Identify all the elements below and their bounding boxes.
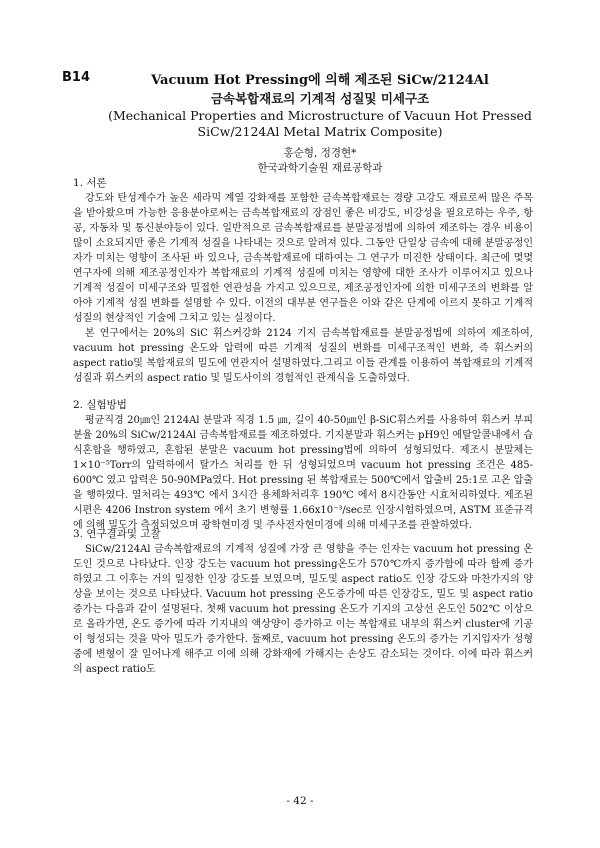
- title-korean-line-2: 금속복합재료의 기계적 성질및 미세구조: [210, 91, 430, 106]
- title-korean-line-1: Vacuum Hot Pressing에 의해 제조된 SiCw/2124Al: [151, 73, 489, 88]
- paragraph: SiCw/2124Al 금속복합재료의 기계적 성질에 가장 큰 영향을 주는 인자는 vacuum hot pressing 온도인 것으로 나타났다. 인장 강도는 vacuum hot pressing온도가 570℃까지 증가함에 따라 함께 증가하였고 그 이후는 거의 일정한 인장 강도를 보였으며, 밀도및 aspect ratio도 인장 강도와 마찬가지의 양상을 보이는 것으로 나타났다. Vacuum hot pressing 온도증가에 따른 인장강도, 밀도 및 aspect ratio 증가는 다음과 같이 설명된다. 첫째 vacuum hot pressing 온도가 기지의 고상선 온도인 502℃ 이상으로 올라가면, 온도 증가에 따라 기지내의 액상양이 증가하고 이는 복합재료 내부의 휘스커 cluster에 기공이 형성되는 것을 막아 밀도가 증가한다. 둘째로, vacuum hot pressing 온도의 증가는 기지입자가 성형중에 변형이 잘 일어나게 해주고 이에 의해 강화재에 가해지는 손상도 감소되는 것이다. 이에 따라 휘스커의 aspect ratio도: [73, 544, 533, 675]
- title-english-line-2: SiCw/2124Al Metal Matrix Composite): [197, 124, 443, 139]
- authors: 홍순형, 정경현*: [283, 147, 357, 159]
- page-number: - 42 -: [286, 795, 314, 807]
- section-results: [73, 527, 533, 677]
- paragraph: 평균직경 20㎛인 2124Al 분말과 직경 1.5 ㎛, 길이 40-50㎛인 β-SiC휘스커를 사용하여 휘스커 부피분율 20%의 SiCw/2124Al 금속복합재료를 제조하였다. 기지분말과 휘스커는 pH9인 에탈알콜내에서 습식혼합을 행하였고, 혼합된 분말은 vacuum hot pressing법에 의하여 성형되었다. 제조시 분말체는 1×10⁻⁵Torr의 압력하에서 탈가스 처리를 한 뒤 성형되었으며 vacuum hot pressing 조건은 485-600℃ 였고 압력은 50-90MPa였다. Hot pressing 된 복합재료는 500℃에서 압출비 25:1로 고온 압출을 행하였다. 열처리는 493℃ 에서 3시간 용체화처리후 190℃ 에서 8시간동안 시효처리하였다. 제조된 시편은 4206 Instron system 에서 초기 변형률 1.66x10⁻³/sec로 인장시험하였으며, ASTM 표준규격에 의해 밀도가 측정되었으며 광학현미경 및 주사전자현미경에 의해 미세구조를 관찰하였다.: [73, 415, 533, 531]
- section-heading: 2. 실험방법: [73, 399, 127, 411]
- paper-code: B14: [62, 70, 90, 85]
- section-heading: 1. 서론: [73, 177, 107, 189]
- paragraph: 본 연구에서는 20%의 SiC 휘스커강화 2124 기지 금속복합재료를 분말공정법에 의하여 제조하여, vacuum hot pressing 온도와 압력에 따른 기계적 성질의 변화를 미세구조적인 변화, 즉 휘스커의 aspect ratio및 복합재료의 밀도에 연관지어 설명하였다.그리고 이들 관계를 이용하여 복합재료의 기계적 성질과 휘스커의 aspect ratio 및 밀도사이의 경험적인 관계식을 도출하였다.: [73, 328, 533, 384]
- section-heading: 3. 연구결과및 고찰: [73, 528, 161, 540]
- title-english-line-1: (Mechanical Properties and Microstructure of Vacuun Hot Pressed: [108, 108, 532, 123]
- affiliation: 한국과학기술원 재료공학과: [257, 162, 383, 174]
- section-methods: [73, 398, 533, 533]
- section-introduction: [73, 176, 533, 386]
- paragraph: 강도와 탄성계수가 높은 세라믹 계열 강화재를 포함한 금속복합재료는 경량 고강도 재료로써 많은 주목을 받아왔으며 가능한 응용분야로써는 금속복합재료의 장점인 좋은 비강도, 비강성을 필요로하는 우주, 항공, 자동차 및 통신분야등이 있다. 일반적으로 금속복합재료를 분말공정법에 의하여 제조하는 경우 비용이 많이 소요되지만 좋은 기계적 성질을 나타내는 것으로 알려져 있다. 그동안 단일상 금속에 대해 분말공정인자가 미치는 영향이 조사된 바 있으나, 금속복합재료에 대하여는 그 연구가 미진한 상태이다. 최근에 몇몇 연구자에 의해 제조공정인자가 복합재료의 기계적 성질에 미치는 영향에 대한 조사가 이루어지고 있으나 기계적 성질이 미세구조와 밀접한 연관성을 가지고 있으므로, 제조공정인자에 의한 미세구조의 변화를 알아야 기계적 성질 변화를 설명할 수 있다. 이전의 대부분 연구들은 이와 같은 단계에 이르지 못하고 기계적 성질의 현상적인 기술에 그치고 있는 실정이다.: [73, 193, 533, 324]
